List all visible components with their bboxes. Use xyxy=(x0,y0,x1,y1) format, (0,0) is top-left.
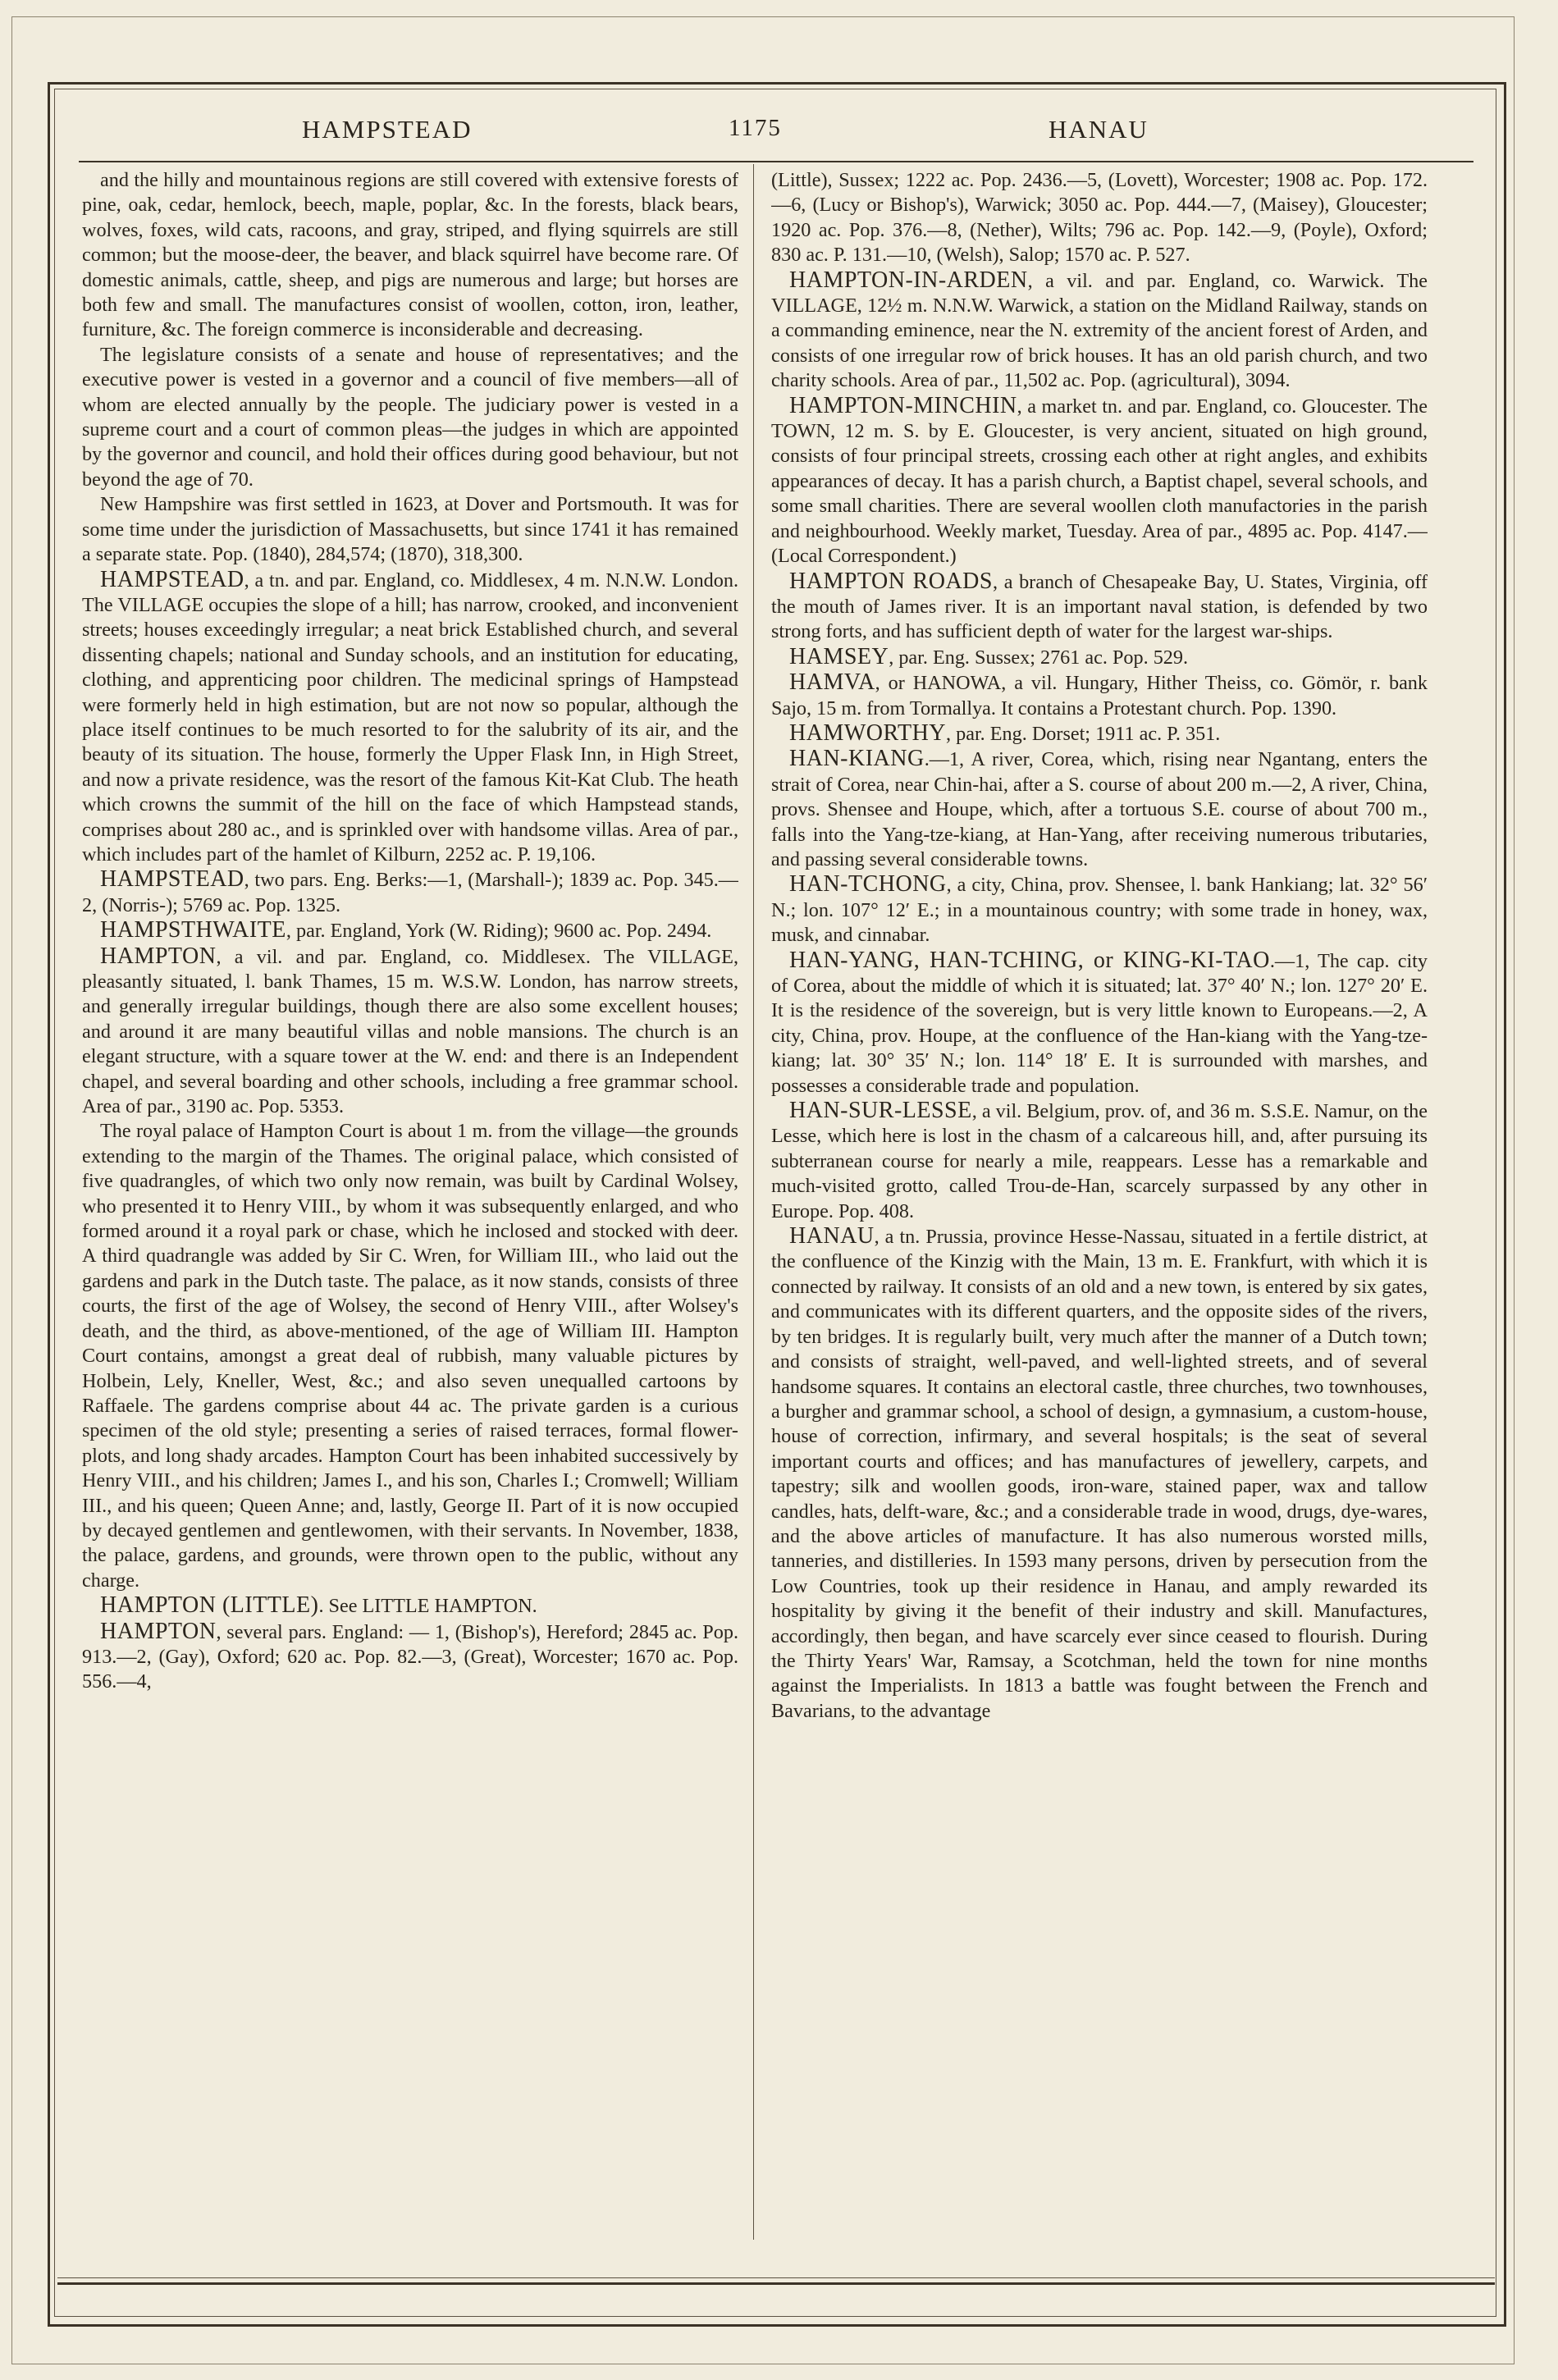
running-header xyxy=(57,115,1493,156)
gazetteer-entry xyxy=(771,948,1428,1099)
gazetteer-entry xyxy=(771,645,1428,670)
entry-text: , a vil. and par. England, co. Warwick. The VILLAGE, 12½ m. N.N.W. Warwick, a station on the Midland Railway, stands on a commanding eminence, near the N. extremity of the ancient forest of Arden, and consists of one irregular row of brick houses. It has an old parish church, and two charity schools. Area of par., 11,502 ac. Pop. (agricultural), 3094. xyxy=(771,269,1428,392)
right-column xyxy=(771,168,1428,2236)
left-column xyxy=(82,168,738,2236)
entry-text: , par. Eng. Sussex; 2761 ac. Pop. 529. xyxy=(889,646,1189,669)
entry-text: (Little), Sussex; 1222 ac. Pop. 2436.—5, (Lovett), Worcester; 1908 ac. Pop. 172.—6, (Lucy or Bishop's), Warwick; 3050 ac. Pop. 444.—7, (Maisey), Gloucester; 1920 ac. Pop. 376.—8, (Nether), Wilts; 796 ac. Pop. 142.—9, (Poyle), Oxford; 830 ac. P. 131.—10, (Welsh), Salop; 1570 ac. P. 527. xyxy=(771,169,1428,267)
entry-text: , a tn. Prussia, province Hesse-Nassau, situated in a fertile district, at the confluence of the Kinzig with the Main, 13 m. E. Frankfurt, with which it is connected by railway. It consists of an old and a new town, is entered by six gates, and communicates with its different quarters, and the opposite sides of the rivers, by ten bridges. It is regularly built, very much after the manner of a Dutch town; and consists of straight, well-paved, and well-lighted streets, and of several handsome squares. It contains an electoral castle, three churches, two townhouses, a burgher and grammar school, a school of design, a gymnasium, a custom-house, house of correction, infirmary, and several hospitals; is the seat of several important courts and offices; and has manufactures of jewellery, carpets, and tapestry; silk and woollen goods, iron-ware, stained paper, wax and tallow candles, hats, delft-ware, &c.; and a considerable trade in wood, drugs, dye-wares, and the above articles of manufacture. It has also numerous worsted mills, tanneries, and distilleries. In 1593 many persons, driven by persecution from the Low Countries, took up their residence in Hanau, and amply rewarded its hospitality by giving it the benefit of their industry and skill. Manufactures, accordingly, then began, and have scarcely ever since ceased to flourish. During the Thirty Years' War, Ramsay, a Scotchman, held the town for nine months against the Imperialists. In 1813 a battle was fought between the French and Bavarians, to the advantage xyxy=(771,1226,1428,1722)
entry-text: , a branch of Chesapeake Bay, U. States, Virginia, off the mouth of James river. It is an important naval station, is defended by two strong forts, and has sufficient depth of water for the largest war-ships. xyxy=(771,570,1428,643)
entry-text: and the hilly and mountainous regions are still covered with extensive forests of pine, oak, cedar, hemlock, beech, maple, poplar, &c. In the forests, black bears, wolves, foxes, wild cats, racoons, and gray, striped, and flying squirrels are still common; but the moose-deer, the beaver, and black squirrel have become rare. Of domestic animals, cattle, sheep, and pigs are numerous and large; but horses are both few and small. The manufactures consist of woollen, cotton, iron, leather, furniture, &c. The foreign commerce is inconsiderable and decreasing. xyxy=(82,169,738,341)
entry-headword: HAMWORTHY xyxy=(789,719,947,746)
entry-headword: HAMPTON (LITTLE) xyxy=(100,1592,319,1619)
entry-text: , par. Eng. Dorset; 1911 ac. P. 351. xyxy=(946,722,1221,745)
footer-rule-thick xyxy=(57,2282,1495,2285)
gazetteer-entry xyxy=(82,944,738,1120)
entry-headword: HAN-KIANG xyxy=(789,746,925,772)
gazetteer-entry xyxy=(82,1593,738,1619)
entry-text: .—1, The cap. city of Corea, about the middle of which it is situated; lat. 37° 40′ N.; lon. 127° 20′ E. It is the residence of the sovereign, but is very little known to Europeans.—2, A city, China, prov. Houpe, at the confluence of the Han-kiang with the Yang-tze-kiang; lat. 30° 35′ N.; lon. 114° 18′ E. It is surrounded with marshes, and possesses a considerable trade and population. xyxy=(771,949,1428,1097)
entry-headword: HANAU xyxy=(789,1223,875,1249)
entry-headword: HAMVA xyxy=(789,669,875,696)
entry-headword: HAMPTON xyxy=(100,943,217,969)
gazetteer-entry xyxy=(771,872,1428,948)
gazetteer-entry xyxy=(771,747,1428,872)
gazetteer-entry xyxy=(771,1224,1428,1724)
entry-headword: HAMPTON xyxy=(100,1618,217,1644)
gazetteer-entry xyxy=(82,568,738,868)
gazetteer-entry xyxy=(771,670,1428,721)
gazetteer-entry xyxy=(771,268,1428,394)
entry-headword: HAMSEY xyxy=(789,643,889,669)
entry-text: New Hampshire was first settled in 1623, at Dover and Portsmouth. It was for some time under the jurisdiction of Massachusetts, but since 1741 it has remained a separate state. Pop. (1840), 284,574; (1870), 318,300. xyxy=(82,493,738,566)
entry-headword: HAN-YANG, HAN-TCHING, or KING-KI-TAO xyxy=(789,947,1270,973)
entry-text: , several pars. England: — 1, (Bishop's), Hereford; 2845 ac. Pop. 913.—2, (Gay), Oxford; 620 ac. Pop. 82.—3, (Great), Worcester; 1670 ac. Pop. 556.—4, xyxy=(82,1620,738,1693)
gazetteer-entry xyxy=(82,1619,738,1695)
gazetteer-entry xyxy=(82,867,738,918)
entry-text: . See LITTLE HAMPTON. xyxy=(318,1595,537,1618)
entry-text: The legislature consists of a senate and house of representatives; and the executive power is vested in a governor and a council of five members—all of whom are elected annually by the people. The judiciary power is vested in a supreme court and a court of common pleas—the judges in which are appointed by the governor and council, and hold their offices during good behaviour, but not beyond the age of 70. xyxy=(82,343,738,491)
header-left-word: HAMPSTEAD xyxy=(302,115,473,144)
entry-headword: HAMPTON ROADS xyxy=(789,568,993,594)
entry-text: , two pars. Eng. Berks:—1, (Marshall-); 1839 ac. Pop. 345.—2, (Norris-); 5769 ac. Pop. 1325. xyxy=(82,869,738,916)
entry-text: , a market tn. and par. England, co. Gloucester. The TOWN, 12 m. S. by E. Gloucester, is very ancient, situated on high ground, consists of four principal streets, crossing each other at right angles, and exhibits appearances of decay. It has a parish church, a Baptist chapel, several schools, and some small charities. There are several woollen cloth manufactories in the parish and neighbourhood. Weekly market, Tuesday. Area of par., 4895 ac. Pop. 4147.—(Local Correspondent.) xyxy=(771,395,1428,568)
gazetteer-entry xyxy=(771,721,1428,747)
header-rule xyxy=(79,161,1473,162)
entry-headword: HAMPTON-IN-ARDEN xyxy=(789,267,1028,293)
footer-rule-thin xyxy=(57,2277,1495,2278)
entry-headword: HAN-TCHONG xyxy=(789,871,947,898)
entry-text: , a vil. Belgium, prov. of, and 36 m. S.S.E. Namur, on the Lesse, which here is lost in the chasm of a calcareous hill, and, after pursuing its subterranean course for nearly a mile, reappears. Lesse has a remarkable and much-visited grotto, called Trou-de-Han, scarcely surpassed by any other in Europe. Pop. 408. xyxy=(771,1100,1428,1222)
header-right-word: HANAU xyxy=(1049,115,1149,144)
gazetteer-entry xyxy=(771,394,1428,569)
entry-text: The royal palace of Hampton Court is about 1 m. from the village—the grounds extending to the margin of the Thames. The original palace, which consisted of five quadrangles, of which two only now remain, was built by Cardinal Wolsey, who presented it to Henry VIII., by whom it was subsequently enlarged, and who formed around it a royal park or chase, which he inclosed and stocked with deer. A third quadrangle was added by Sir C. Wren, for William III., who laid out the gardens and park in the Dutch taste. The palace, as it now stands, consists of three courts, the first of the age of Wolsey, the second of Henry VIII., after Wolsey's death, and the third, as above-mentioned, of the age of William III. Hampton Court contains, amongst a great deal of rubbish, many valuable pictures by Holbein, Lely, Kneller, West, &c.; and also seven unequalled cartoons by Raffaele. The gardens comprise about 44 ac. The private garden is a curious specimen of the old style; presenting a series of raised terraces, formal flower-plots, and long shady arcades. Hampton Court has been inhabited successively by Henry VIII., and his children; James I., and his son, Charles I.; Cromwell; William III., and his queen; Queen Anne; and, lastly, George II. Part of it is now occupied by decayed gentlemen and gentlewomen, with their servants. In November, 1838, the palace, gardens, and grounds, were thrown open to the public, without any charge. xyxy=(82,1120,738,1592)
text-paragraph xyxy=(82,168,738,343)
text-paragraph xyxy=(82,492,738,567)
entry-text: .—1, A river, Corea, which, rising near Ngantang, enters the strait of Corea, near Chin-hai, after a S. course of about 200 m.—2, A river, China, provs. Shensee and Houpe, which, after a tortuous S.E. course of about 700 m., falls into the Yang-tze-kiang, at Han-Yang, after receiving numerous tributaries, and passing several considerable towns. xyxy=(771,748,1428,870)
gazetteer-entry xyxy=(82,918,738,943)
entry-text: , a vil. and par. England, co. Middlesex. The VILLAGE, pleasantly situated, l. bank Thames, 15 m. W.S.W. London, has narrow streets, and generally irregular buildings, though there are also some excellent houses; and around it are many beautiful villas and noble mansions. The church is an elegant structure, with a square tower at the W. end: and there is an Independent chapel, and several boarding and other schools, including a free grammar school. Area of par., 3190 ac. Pop. 5353. xyxy=(82,945,738,1118)
gazetteer-entry xyxy=(771,569,1428,645)
gazetteer-entry xyxy=(771,1099,1428,1224)
column-divider xyxy=(753,164,754,2240)
entry-headword: HAMPTON-MINCHIN xyxy=(789,392,1017,418)
text-paragraph xyxy=(771,168,1428,268)
entry-headword: HAMPSTHWAITE xyxy=(100,917,286,943)
entry-text: , a tn. and par. England, co. Middlesex, 4 m. N.N.W. London. The VILLAGE occupies the slope of a hill; has narrow, crooked, and inconvenient streets; houses exceedingly irregular; a neat brick Established church, and several dissenting chapels; national and Sunday schools, and an institution for educating, clothing, and apprenticing poor children. The medicinal springs of Hampstead were formerly held in high estimation, but are not now so popular, although the place itself continues to be much resorted to for the salubrity of its air, and the beauty of its situation. The house, formerly the Upper Flask Inn, in High Street, and now a private residence, was the resort of the famous Kit-Kat Club. The heath which crowns the summit of the hill on the face of which Hampstead stands, comprises about 280 ac., and is sprinkled over with handsome villas. Area of par., which includes part of the hamlet of Kilburn, 2252 ac. P. 19,106. xyxy=(82,569,738,866)
page-number: 1175 xyxy=(729,115,782,141)
entry-text: , par. England, York (W. Riding); 9600 ac. Pop. 2494. xyxy=(286,920,712,943)
entry-text: , a city, China, prov. Shensee, l. bank Hankiang; lat. 32° 56′ N.; lon. 107° 12′ E.; in a mountainous country; with some trade in honey, wax, musk, and cinnabar. xyxy=(771,874,1428,947)
text-paragraph xyxy=(82,343,738,492)
entry-headword: HAMPSTEAD xyxy=(100,566,244,592)
entry-headword: HAMPSTEAD xyxy=(100,866,244,893)
entry-text: , or HANOWA, a vil. Hungary, Hither Theiss, co. Gömör, r. bank Sajo, 15 m. from Tormallya. It contains a Protestant church. Pop. 1390. xyxy=(771,672,1428,719)
entry-headword: HAN-SUR-LESSE xyxy=(789,1098,972,1124)
text-paragraph xyxy=(82,1119,738,1593)
